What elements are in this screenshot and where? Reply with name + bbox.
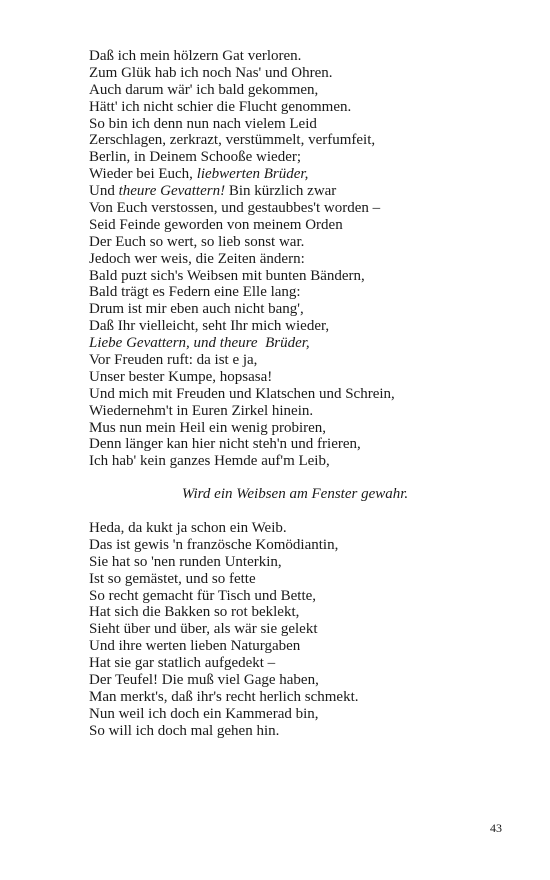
poem-line-segment: Denn länger kan hier nicht steh'n und frieren, <box>89 436 361 453</box>
poem-line <box>89 284 509 301</box>
poem-line-segment: Seid Feinde geworden von meinem Orden <box>89 216 343 233</box>
poem-line-segment: Man merkt's, daß ihr's recht herlich schmekt. <box>89 688 359 705</box>
poem-line-segment: Berlin, in Deinem Schooße wieder; <box>89 149 302 166</box>
poem-line-segment: Daß Ihr vielleicht, seht Ihr mich wieder, <box>89 318 330 335</box>
poem-line <box>89 672 509 689</box>
poem-line <box>89 386 509 403</box>
poem-line <box>89 132 509 149</box>
poem-line-segment: Und mich mit Freuden und Klatschen und Schrein, <box>89 385 395 402</box>
poem-line-segment: Zerschlagen, zerkrazt, verstümmelt, verfumfeit, <box>89 132 376 149</box>
poem-line-italic-segment: liebwerten Brüder, <box>196 166 309 183</box>
poem-line-segment: Sie hat so 'nen runden Unterkin, <box>89 553 282 570</box>
poem-line-segment: Ist so gemästet, und so fette <box>89 570 256 587</box>
poem-line-segment: Auch darum wär' ich bald gekommen, <box>89 81 319 98</box>
poem-line <box>89 689 509 706</box>
poem-line-segment: Und <box>89 183 119 200</box>
poem-line <box>89 217 509 234</box>
poem-line <box>89 82 509 99</box>
poem-line <box>89 520 509 537</box>
poem-line-segment: Sieht über und über, als wär sie gelekt <box>89 621 318 638</box>
poem-line-segment: Und ihre werten lieben Naturgaben <box>89 638 301 655</box>
poem-line-segment: Wiedernehm't in Euren Zirkel hinein. <box>89 402 314 419</box>
poem-line <box>89 453 509 470</box>
poem-line <box>89 99 509 116</box>
poem-line-segment: Ich hab' kein ganzes Hemde auf'm Leib, <box>89 453 330 470</box>
poem-line <box>89 706 509 723</box>
poem-stanza-1 <box>89 48 509 470</box>
poem-line <box>89 116 509 133</box>
poem-line-segment: Jedoch wer weis, die Zeiten ändern: <box>89 250 305 267</box>
poem-line-segment: Bald puzt sich's Weibsen mit bunten Bändern, <box>89 267 365 284</box>
poem-line <box>89 723 509 740</box>
poem-line-segment: Der Euch so wert, so lieb sonst war. <box>89 233 305 250</box>
poem-line <box>89 638 509 655</box>
poem-line-segment: Heda, da kukt ja schon ein Weib. <box>89 520 287 536</box>
poem-line <box>89 251 509 268</box>
poem-line-segment: Der Teufel! Die muß viel Gage haben, <box>89 672 319 689</box>
poem-line <box>89 537 509 554</box>
poem-line <box>89 234 509 251</box>
poem-line <box>89 369 509 386</box>
poem-line-segment: Bin kürzlich zwar <box>225 183 337 200</box>
poem-line <box>89 301 509 318</box>
poem-line <box>89 65 509 82</box>
poem-line <box>89 200 509 217</box>
poem-line <box>89 268 509 285</box>
poem-line-segment: Mus nun mein Heil ein wenig probiren, <box>89 419 327 436</box>
page-number: 43 <box>490 821 502 835</box>
poem-line-segment: Bald trägt es Federn eine Elle lang: <box>89 284 301 301</box>
poem-line <box>89 571 509 588</box>
poem-line <box>89 183 509 200</box>
poem-line-segment: Vor Freuden ruft: da ist e ja, <box>89 352 258 369</box>
poem-line-segment: Hat sie gar statlich aufgedekt – <box>89 655 276 672</box>
poem-line <box>89 403 509 420</box>
poem-line-italic-segment: Liebe Gevattern, und theure Brüder, <box>89 335 310 352</box>
poem-line <box>89 655 509 672</box>
poem-line-segment: Wieder bei Euch, <box>89 166 197 183</box>
poem-line <box>89 335 509 352</box>
poem-line-segment: Hätt' ich nicht schier die Flucht genommen. <box>89 98 352 115</box>
poem-stanza-2 <box>89 520 509 740</box>
poem-line <box>89 48 509 65</box>
poem-line <box>89 420 509 437</box>
poem-line <box>89 352 509 369</box>
poem-line-segment: Unser bester Kumpe, hopsasa! <box>89 368 273 385</box>
poem-line-segment: Das ist gewis 'n französche Komödiantin, <box>89 536 339 553</box>
poem-line <box>89 166 509 183</box>
poem-line-segment: Hat sich die Bakken so rot beklekt, <box>89 604 300 621</box>
stage-direction: Wird ein Weibsen am Fenster gewahr. <box>181 486 409 502</box>
poem-line-segment: So will ich doch mal gehen hin. <box>89 722 280 739</box>
poem-line <box>89 621 509 638</box>
poem-line-segment: Nun weil ich doch ein Kammerad bin, <box>89 705 319 722</box>
poem-line-segment: Zum Glük hab ich noch Nas' und Ohren. <box>89 64 333 81</box>
poem-line-segment: Drum ist mir eben auch nicht bang', <box>89 301 304 318</box>
poem-line <box>89 554 509 571</box>
poem-line <box>89 149 509 166</box>
poem-line-italic-segment: theure Gevattern! <box>118 183 226 200</box>
poem-line-segment: So bin ich denn nun nach vielem Leid <box>89 115 317 132</box>
poem-line-segment: Daß ich mein hölzern Gat verloren. <box>89 48 302 64</box>
poem-line <box>89 318 509 335</box>
poem-line <box>89 588 509 605</box>
poem-line <box>89 436 509 453</box>
poem-line <box>89 604 509 621</box>
poem-line-segment: Von Euch verstossen, und gestaubbes't worden – <box>89 200 381 217</box>
poem-line-segment: So recht gemacht für Tisch und Bette, <box>89 587 317 604</box>
